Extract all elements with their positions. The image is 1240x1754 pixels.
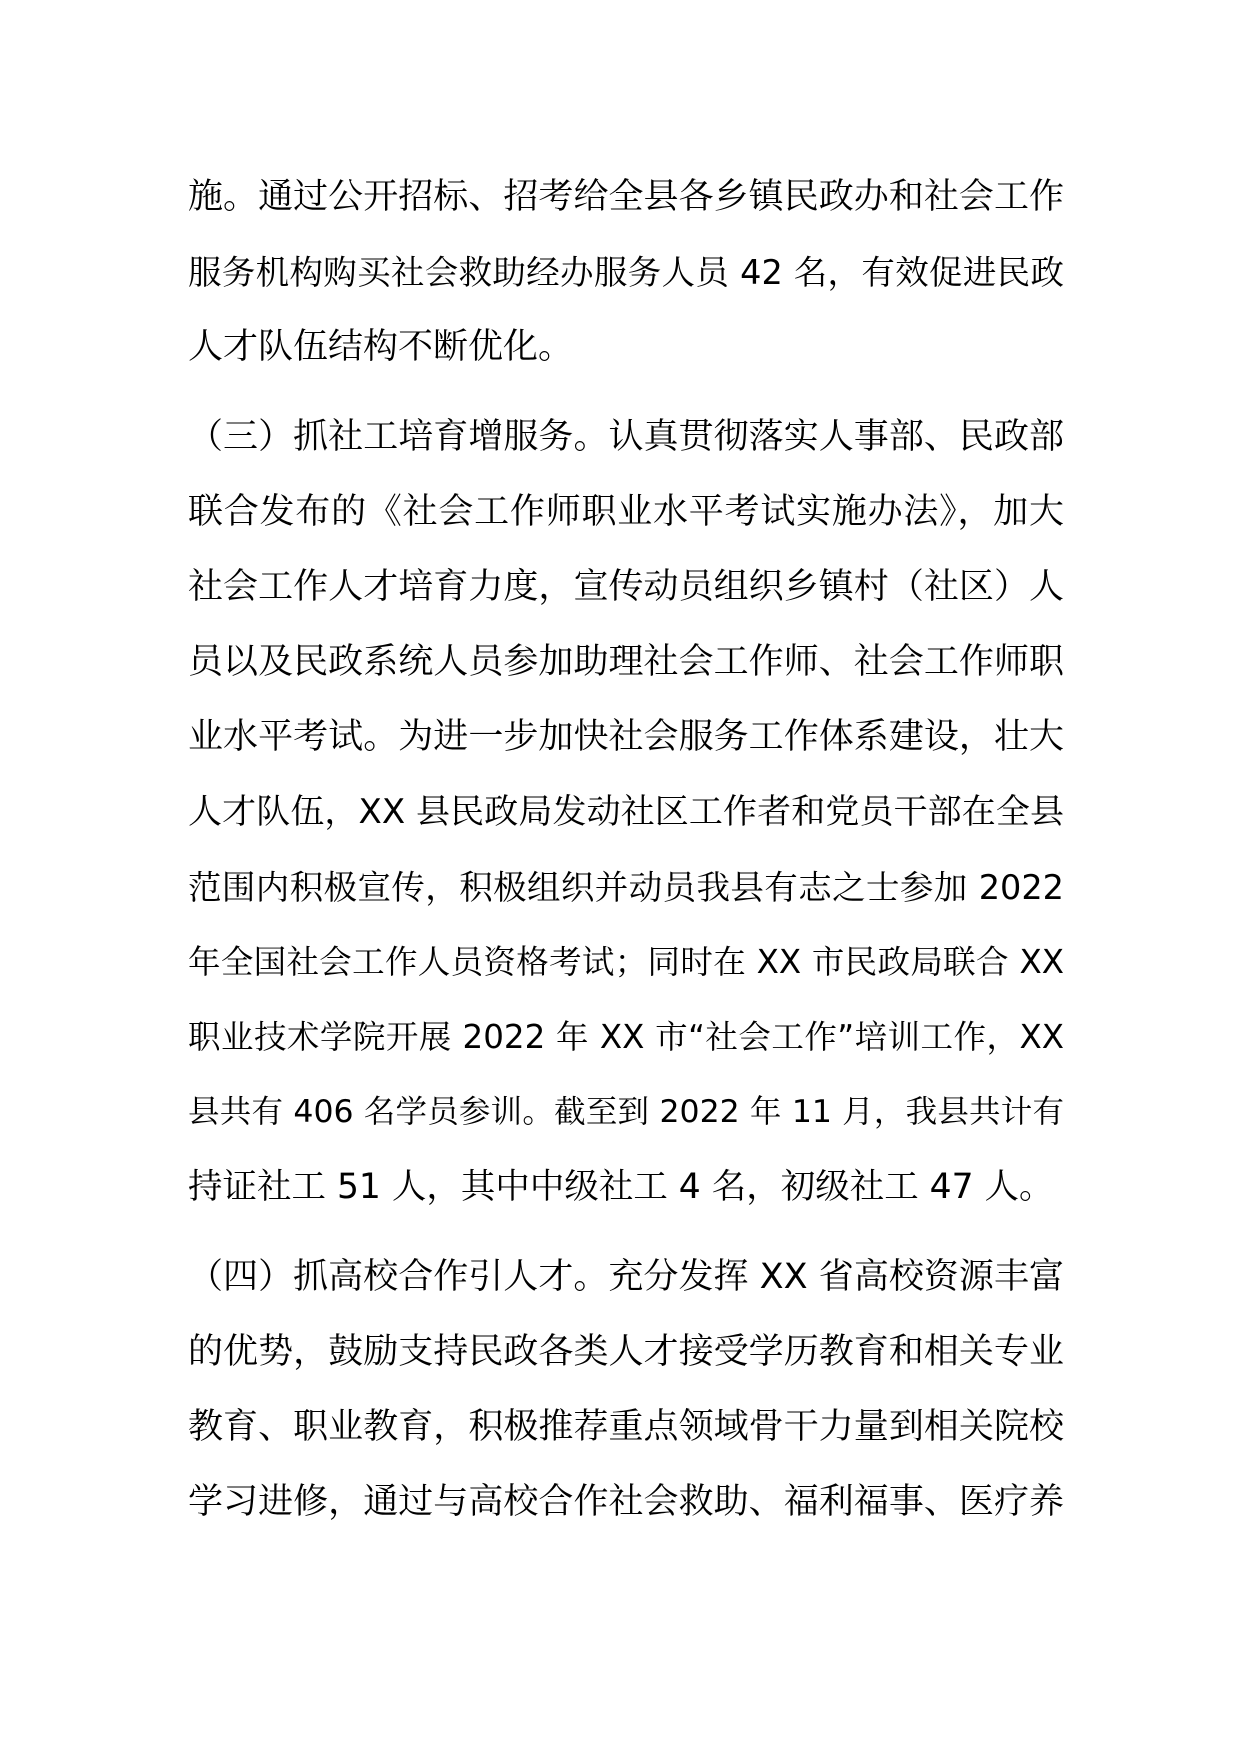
paragraph-social-work-training — [188, 400, 1064, 1225]
paragraph-continuation — [188, 160, 1064, 385]
text-line: 年全国社会工作人员资格考试；同时在 XX 市民政局联合 XX — [188, 943, 1064, 981]
text-line: 业水平考试。为进一步加快社会服务工作体系建设，壮大 — [188, 717, 1064, 757]
text-line: （三）抓社工培育增服务。认真贯彻落实人事部、民政部 — [188, 417, 1064, 457]
text-line: 教育、职业教育，积极推荐重点领域骨干力量到相关院校 — [188, 1407, 1064, 1447]
paragraph-university-cooperation — [188, 1240, 1064, 1540]
text-line: 的优势，鼓励支持民政各类人才接受学历教育和相关专业 — [188, 1332, 1064, 1372]
text-line: 职业技术学院开展 2022 年 XX 市“社会工作”培训工作，XX — [188, 1018, 1064, 1056]
text-line: 人才队伍，XX 县民政局发动社区工作者和党员干部在全县 — [188, 792, 1064, 832]
text-line: 施。通过公开招标、招考给全县各乡镇民政办和社会工作 — [188, 177, 1064, 217]
text-line: 人才队伍结构不断优化。 — [188, 327, 574, 367]
text-line: 服务机构购买社会救助经办服务人员 42 名，有效促进民政 — [188, 253, 1064, 292]
text-line: 持证社工 51 人，其中中级社工 4 名，初级社工 47 人。 — [188, 1167, 1054, 1207]
text-line: 社会工作人才培育力度，宣传动员组织乡镇村（社区）人 — [188, 567, 1064, 607]
text-line: 员以及民政系统人员参加助理社会工作师、社会工作师职 — [188, 642, 1064, 682]
text-line: 联合发布的《社会工作师职业水平考试实施办法》，加大 — [188, 492, 1064, 532]
text-line: 学习进修，通过与高校合作社会救助、福利福事、医疗养 — [188, 1482, 1064, 1522]
text-line: （四）抓高校合作引人才。充分发挥 XX 省高校资源丰富 — [188, 1257, 1064, 1297]
text-line: 范围内积极宣传，积极组织并动员我县有志之士参加 2022 — [188, 868, 1064, 907]
text-line: 县共有 406 名学员参训。截至到 2022 年 11 月，我县共计有 — [188, 1094, 1064, 1130]
